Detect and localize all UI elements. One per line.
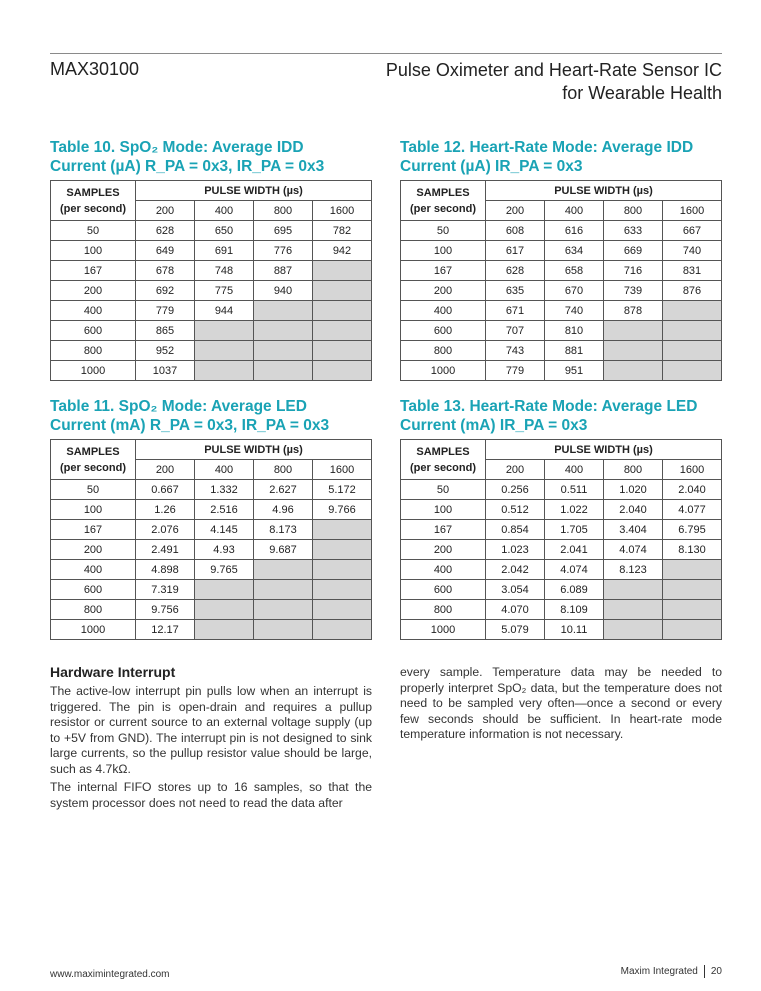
value-cell: [254, 560, 313, 580]
value-cell: 628: [486, 261, 545, 281]
value-cell: 1.020: [604, 480, 663, 500]
value-cell: 634: [545, 241, 604, 261]
value-cell: 0.256: [486, 480, 545, 500]
value-cell: 2.041: [545, 540, 604, 560]
value-cell: 633: [604, 221, 663, 241]
pulse-width-cell: 200: [486, 460, 545, 480]
value-cell: 951: [545, 361, 604, 381]
pulse-width-cell: 800: [254, 201, 313, 221]
samples-header: [401, 181, 486, 221]
value-cell: 1.332: [195, 480, 254, 500]
samples-cell: 50: [401, 221, 486, 241]
value-cell: 4.074: [604, 540, 663, 560]
table-row: [51, 281, 372, 301]
value-cell: 4.077: [663, 500, 722, 520]
table-row: [51, 361, 372, 381]
samples-cell: 400: [51, 301, 136, 321]
value-cell: [663, 301, 722, 321]
pulse-width-cell: 400: [195, 201, 254, 221]
table-title: Table 12. Heart-Rate Mode: Average IDD Current (µA) IR_PA = 0x3: [400, 139, 694, 175]
samples-unit-label: (per second): [409, 461, 476, 474]
footer-divider: [704, 965, 705, 978]
value-cell: 669: [604, 241, 663, 261]
table-row: [401, 321, 722, 341]
table-row: [401, 341, 722, 361]
value-cell: 779: [136, 301, 195, 321]
samples-unit-label: (per second): [409, 202, 476, 215]
value-cell: 1.26: [136, 500, 195, 520]
value-cell: [663, 580, 722, 600]
samples-header: [51, 181, 136, 221]
value-cell: [604, 321, 663, 341]
page-number: 20: [710, 966, 722, 978]
table-row: [401, 301, 722, 321]
samples-header: [401, 440, 486, 480]
value-cell: 6.089: [545, 580, 604, 600]
value-cell: [254, 580, 313, 600]
value-cell: 779: [486, 361, 545, 381]
table-row: [51, 241, 372, 261]
samples-cell: 1000: [51, 620, 136, 640]
value-cell: [195, 321, 254, 341]
paragraph-interrupt: The active-low interrupt pin pulls low when an interrupt is triggered. The pin is open-drain and requires a pullup resistor or current source to an external voltage supply (up to +5V from GND). The interrupt pin is not designed to sink large currents, so the pullup resistor value should be large, such as 4.7kΩ.: [50, 684, 372, 776]
value-cell: 952: [136, 341, 195, 361]
value-cell: 887: [254, 261, 313, 281]
pulse-width-cell: 1600: [663, 460, 722, 480]
value-cell: 608: [486, 221, 545, 241]
pulse-width-cell: 400: [545, 201, 604, 221]
pulse-width-header: PULSE WIDTH (µs): [136, 440, 372, 460]
value-cell: 2.627: [254, 480, 313, 500]
value-cell: 876: [663, 281, 722, 301]
pulse-width-cell: 800: [254, 460, 313, 480]
value-cell: 865: [136, 321, 195, 341]
value-cell: [313, 361, 372, 381]
samples-cell: 800: [401, 600, 486, 620]
value-cell: [195, 361, 254, 381]
value-cell: 628: [136, 221, 195, 241]
samples-cell: 100: [51, 500, 136, 520]
samples-label: SAMPLES: [66, 186, 120, 199]
value-cell: 2.040: [604, 500, 663, 520]
value-cell: [195, 620, 254, 640]
samples-cell: 400: [401, 301, 486, 321]
samples-cell: 800: [401, 341, 486, 361]
value-cell: 716: [604, 261, 663, 281]
value-cell: 739: [604, 281, 663, 301]
samples-cell: 50: [401, 480, 486, 500]
table-11: [50, 397, 372, 640]
samples-unit-label: (per second): [59, 461, 126, 474]
value-cell: 658: [545, 261, 604, 281]
value-cell: 0.512: [486, 500, 545, 520]
pulse-width-cell: 800: [604, 460, 663, 480]
data-table: [400, 439, 722, 640]
value-cell: 1.705: [545, 520, 604, 540]
value-cell: 878: [604, 301, 663, 321]
value-cell: 942: [313, 241, 372, 261]
value-cell: [195, 600, 254, 620]
value-cell: 831: [663, 261, 722, 281]
value-cell: 695: [254, 221, 313, 241]
samples-cell: 400: [51, 560, 136, 580]
table-row: [51, 580, 372, 600]
value-cell: [604, 341, 663, 361]
table-12: [400, 138, 722, 381]
value-cell: 616: [545, 221, 604, 241]
table-row: [401, 580, 722, 600]
pulse-width-cell: 200: [486, 201, 545, 221]
samples-cell: 200: [401, 281, 486, 301]
value-cell: 12.17: [136, 620, 195, 640]
value-cell: [313, 540, 372, 560]
samples-label: SAMPLES: [416, 445, 470, 458]
value-cell: [313, 560, 372, 580]
table-row: [51, 480, 372, 500]
table-row: [51, 321, 372, 341]
value-cell: 5.079: [486, 620, 545, 640]
pulse-width-cell: 400: [195, 460, 254, 480]
document-title-line2: for Wearable Health: [562, 83, 722, 103]
value-cell: [313, 600, 372, 620]
value-cell: 9.766: [313, 500, 372, 520]
value-cell: 667: [663, 221, 722, 241]
document-title-line1: Pulse Oximeter and Heart-Rate Sensor IC: [385, 60, 722, 80]
samples-cell: 600: [401, 580, 486, 600]
value-cell: 1037: [136, 361, 195, 381]
table-row: [51, 301, 372, 321]
table-13: [400, 397, 722, 640]
value-cell: [254, 341, 313, 361]
samples-cell: 167: [401, 261, 486, 281]
table-title: Table 13. Heart-Rate Mode: Average LED Current (mA) IR_PA = 0x3: [400, 398, 698, 434]
company-name: Maxim Integrated: [620, 966, 698, 978]
pulse-width-cell: 800: [604, 201, 663, 221]
samples-cell: 167: [51, 261, 136, 281]
samples-cell: 1000: [51, 361, 136, 381]
samples-cell: 167: [51, 520, 136, 540]
value-cell: 944: [195, 301, 254, 321]
pulse-width-header: PULSE WIDTH (µs): [486, 181, 722, 201]
paragraph-temperature: every sample. Temperature data may be needed to properly interpret SpO₂ data, but the temperature does not need to be sampled very often—once a second or every few seconds should be sufficient. In heart-rate mode temperature information is not necessary.: [400, 665, 722, 742]
table-row: [401, 261, 722, 281]
table-row: [401, 281, 722, 301]
table-row: [51, 600, 372, 620]
value-cell: 678: [136, 261, 195, 281]
samples-cell: 200: [51, 540, 136, 560]
value-cell: 775: [195, 281, 254, 301]
value-cell: 4.96: [254, 500, 313, 520]
value-cell: [663, 600, 722, 620]
product-name: MAX30100: [50, 59, 140, 79]
value-cell: 692: [136, 281, 195, 301]
value-cell: 635: [486, 281, 545, 301]
footer-url: www.maximintegrated.com: [50, 969, 170, 980]
value-cell: 650: [195, 221, 254, 241]
value-cell: 743: [486, 341, 545, 361]
data-table: [50, 180, 372, 381]
value-cell: [663, 620, 722, 640]
value-cell: [313, 321, 372, 341]
value-cell: 3.054: [486, 580, 545, 600]
table-row: [401, 480, 722, 500]
value-cell: [604, 580, 663, 600]
table-row: [51, 500, 372, 520]
value-cell: 3.404: [604, 520, 663, 540]
table-row: [401, 600, 722, 620]
value-cell: 8.173: [254, 520, 313, 540]
value-cell: [604, 620, 663, 640]
value-cell: [313, 281, 372, 301]
value-cell: [663, 361, 722, 381]
samples-cell: 100: [401, 500, 486, 520]
value-cell: 670: [545, 281, 604, 301]
value-cell: 0.667: [136, 480, 195, 500]
table-row: [51, 540, 372, 560]
value-cell: [313, 520, 372, 540]
value-cell: 617: [486, 241, 545, 261]
samples-header: [51, 440, 136, 480]
value-cell: [313, 341, 372, 361]
table-row: [401, 620, 722, 640]
table-row: [401, 241, 722, 261]
pulse-width-header: PULSE WIDTH (µs): [486, 440, 722, 460]
value-cell: 881: [545, 341, 604, 361]
table-header-row: [401, 440, 722, 460]
value-cell: 4.074: [545, 560, 604, 580]
table-row: [51, 261, 372, 281]
value-cell: 2.040: [663, 480, 722, 500]
data-table: [400, 180, 722, 381]
samples-cell: 600: [51, 580, 136, 600]
table-row: [51, 560, 372, 580]
value-cell: 9.765: [195, 560, 254, 580]
value-cell: [254, 361, 313, 381]
value-cell: 1.023: [486, 540, 545, 560]
table-row: [401, 500, 722, 520]
value-cell: [604, 361, 663, 381]
value-cell: 8.123: [604, 560, 663, 580]
samples-cell: 800: [51, 341, 136, 361]
table-row: [51, 520, 372, 540]
table-row: [401, 540, 722, 560]
value-cell: 9.756: [136, 600, 195, 620]
value-cell: 10.11: [545, 620, 604, 640]
table-title: Table 11. SpO₂ Mode: Average LED Current (mA) R_PA = 0x3, IR_PA = 0x3: [50, 398, 330, 434]
pulse-width-cell: 1600: [313, 460, 372, 480]
value-cell: 748: [195, 261, 254, 281]
value-cell: [313, 620, 372, 640]
value-cell: [663, 321, 722, 341]
table-row: [401, 520, 722, 540]
value-cell: 7.319: [136, 580, 195, 600]
value-cell: [313, 261, 372, 281]
value-cell: [663, 341, 722, 361]
samples-cell: 800: [51, 600, 136, 620]
value-cell: 8.130: [663, 540, 722, 560]
table-title: Table 10. SpO₂ Mode: Average IDD Current (µA) R_PA = 0x3, IR_PA = 0x3: [50, 139, 325, 175]
value-cell: 4.070: [486, 600, 545, 620]
value-cell: [195, 341, 254, 361]
value-cell: 4.145: [195, 520, 254, 540]
value-cell: 0.511: [545, 480, 604, 500]
value-cell: 707: [486, 321, 545, 341]
samples-cell: 100: [51, 241, 136, 261]
table-10: [50, 138, 372, 381]
samples-cell: 600: [51, 321, 136, 341]
samples-cell: 600: [401, 321, 486, 341]
value-cell: [663, 560, 722, 580]
pulse-width-header: PULSE WIDTH (µs): [136, 181, 372, 201]
pulse-width-cell: 1600: [313, 201, 372, 221]
samples-label: SAMPLES: [66, 445, 120, 458]
value-cell: [254, 620, 313, 640]
samples-cell: 1000: [401, 620, 486, 640]
value-cell: 9.687: [254, 540, 313, 560]
value-cell: 2.076: [136, 520, 195, 540]
value-cell: [254, 321, 313, 341]
value-cell: [604, 600, 663, 620]
pulse-width-cell: 1600: [663, 201, 722, 221]
pulse-width-cell: 200: [136, 460, 195, 480]
samples-cell: 200: [51, 281, 136, 301]
document-title: [386, 59, 722, 105]
value-cell: 2.042: [486, 560, 545, 580]
samples-cell: 400: [401, 560, 486, 580]
value-cell: 649: [136, 241, 195, 261]
samples-cell: 100: [401, 241, 486, 261]
value-cell: 4.898: [136, 560, 195, 580]
table-header-row: [51, 181, 372, 201]
value-cell: 691: [195, 241, 254, 261]
samples-cell: 50: [51, 480, 136, 500]
table-row: [51, 341, 372, 361]
value-cell: 671: [486, 301, 545, 321]
table-row: [51, 221, 372, 241]
samples-unit-label: (per second): [59, 202, 126, 215]
value-cell: 8.109: [545, 600, 604, 620]
value-cell: [254, 301, 313, 321]
samples-cell: 167: [401, 520, 486, 540]
samples-cell: 1000: [401, 361, 486, 381]
table-row: [401, 221, 722, 241]
pulse-width-cell: 200: [136, 201, 195, 221]
samples-cell: 50: [51, 221, 136, 241]
value-cell: 2.491: [136, 540, 195, 560]
value-cell: 5.172: [313, 480, 372, 500]
samples-cell: 200: [401, 540, 486, 560]
value-cell: 782: [313, 221, 372, 241]
value-cell: 940: [254, 281, 313, 301]
value-cell: 1.022: [545, 500, 604, 520]
pulse-width-cell: 400: [545, 460, 604, 480]
section-title: Hardware Interrupt: [50, 664, 176, 680]
value-cell: 2.516: [195, 500, 254, 520]
value-cell: 0.854: [486, 520, 545, 540]
value-cell: [195, 580, 254, 600]
value-cell: [313, 301, 372, 321]
value-cell: 740: [545, 301, 604, 321]
value-cell: [313, 580, 372, 600]
value-cell: [254, 600, 313, 620]
table-header-row: [51, 440, 372, 460]
table-row: [51, 620, 372, 640]
value-cell: 776: [254, 241, 313, 261]
table-header-row: [401, 181, 722, 201]
table-row: [401, 560, 722, 580]
data-table: [50, 439, 372, 640]
paragraph-fifo: The internal FIFO stores up to 16 samples, so that the system processor does not need to read the data after: [50, 780, 372, 810]
value-cell: 4.93: [195, 540, 254, 560]
value-cell: 740: [663, 241, 722, 261]
value-cell: 6.795: [663, 520, 722, 540]
samples-label: SAMPLES: [416, 186, 470, 199]
table-row: [401, 361, 722, 381]
value-cell: 810: [545, 321, 604, 341]
header-rule: [50, 53, 722, 54]
footer-company: [621, 965, 722, 978]
